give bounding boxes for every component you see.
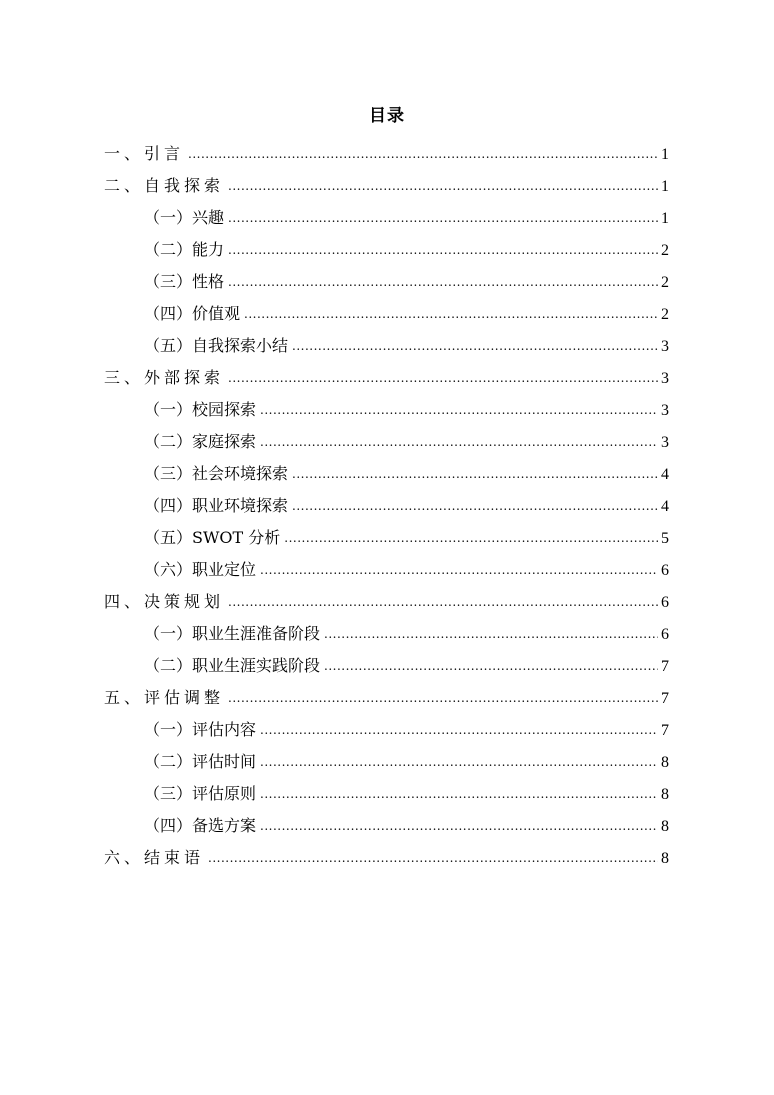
toc-page-number: 7 <box>661 690 669 707</box>
toc-entry-title: （六）职业定位 <box>144 560 257 579</box>
toc-subentry[interactable] <box>144 650 669 682</box>
toc-entry-title: （三）性格 <box>144 272 225 291</box>
toc-page-number: 8 <box>661 754 669 771</box>
toc-entry-title: （二）评估时间 <box>144 752 257 771</box>
page-title: 目录 <box>369 106 405 126</box>
toc-entry-introduction[interactable] <box>104 138 669 170</box>
toc-page-number: 3 <box>661 402 669 419</box>
toc-page-number: 8 <box>661 818 669 835</box>
toc-entry-title: 四、决策规划 <box>104 592 225 611</box>
toc-entry-title: （五）自我探索小结 <box>144 336 289 355</box>
toc-leader-dots <box>188 138 658 170</box>
toc-subentry[interactable] <box>144 234 669 266</box>
toc-page-number: 2 <box>661 274 669 291</box>
toc-page-number: 7 <box>661 722 669 739</box>
toc-subentry[interactable] <box>144 266 669 298</box>
toc-leader-dots <box>228 202 658 234</box>
toc-subentry[interactable] <box>144 490 669 522</box>
toc-page-number: 2 <box>661 306 669 323</box>
toc-leader-dots <box>292 330 658 362</box>
toc-subentry[interactable] <box>144 330 669 362</box>
toc-leader-dots <box>260 554 658 586</box>
toc-entry-title: （三）社会环境探索 <box>144 464 289 483</box>
toc-page-number: 1 <box>661 210 669 227</box>
toc-leader-dots <box>228 586 658 618</box>
toc-leader-dots <box>228 362 658 394</box>
toc-leader-dots <box>228 234 658 266</box>
toc-entry-title: 五、评估调整 <box>104 688 225 707</box>
toc-page-number: 1 <box>661 178 669 195</box>
toc-subentry[interactable] <box>144 714 669 746</box>
toc-entry-title: （三）评估原则 <box>144 784 257 803</box>
toc-entry-external-exploration[interactable] <box>104 362 669 394</box>
toc-leader-dots <box>324 618 658 650</box>
toc-page-number: 6 <box>661 626 669 643</box>
toc-leader-dots <box>244 298 658 330</box>
toc-page-number: 3 <box>661 434 669 451</box>
toc-page-number: 5 <box>661 530 669 547</box>
toc-leader-dots <box>228 682 658 714</box>
toc-leader-dots <box>208 842 658 874</box>
toc-entry-title: 六、结束语 <box>104 848 205 867</box>
toc-entry-title: （二）职业生涯实践阶段 <box>144 656 321 675</box>
toc-page-number: 6 <box>661 562 669 579</box>
toc-subentry[interactable] <box>144 202 669 234</box>
toc-entry-self-exploration[interactable] <box>104 170 669 202</box>
toc-entry-conclusion[interactable] <box>104 842 669 874</box>
toc-entry-title: （四）职业环境探索 <box>144 496 289 515</box>
toc-leader-dots <box>292 490 658 522</box>
toc-page-number: 2 <box>661 242 669 259</box>
toc-leader-dots <box>260 746 658 778</box>
toc-leader-dots <box>260 810 658 842</box>
toc-page-number: 8 <box>661 786 669 803</box>
toc-page-number: 6 <box>661 594 669 611</box>
toc-entry-title: 二、自我探索 <box>104 176 225 195</box>
toc-leader-dots <box>260 778 658 810</box>
toc-subentry[interactable] <box>144 298 669 330</box>
toc-leader-dots <box>260 714 658 746</box>
toc-page-number: 7 <box>661 658 669 675</box>
toc-leader-dots <box>228 170 658 202</box>
toc-entry-title: （一）校园探索 <box>144 400 257 419</box>
toc-entry-evaluation-adjustment[interactable] <box>104 682 669 714</box>
toc-leader-dots <box>324 650 658 682</box>
toc-entry-title: （一）职业生涯准备阶段 <box>144 624 321 643</box>
toc-entry-decision-planning[interactable] <box>104 586 669 618</box>
toc-leader-dots <box>228 266 658 298</box>
toc-subentry[interactable] <box>144 426 669 458</box>
toc-leader-dots <box>284 522 658 554</box>
toc-entry-title: 一、引言 <box>104 144 185 163</box>
toc-page-number: 4 <box>661 498 669 515</box>
toc-subentry[interactable] <box>144 394 669 426</box>
toc-subentry[interactable] <box>144 810 669 842</box>
toc-entry-title: （四）备选方案 <box>144 816 257 835</box>
toc-page-number: 1 <box>661 146 669 163</box>
toc-subentry[interactable] <box>144 618 669 650</box>
toc-entry-title: （一）兴趣 <box>144 208 225 227</box>
toc-leader-dots <box>260 426 658 458</box>
toc-page-number: 3 <box>661 338 669 355</box>
toc-subentry[interactable] <box>144 554 669 586</box>
toc-leader-dots <box>292 458 658 490</box>
toc-subentry[interactable] <box>144 778 669 810</box>
toc-subentry[interactable] <box>144 522 669 554</box>
toc-entry-title: （一）评估内容 <box>144 720 257 739</box>
toc-page-number: 3 <box>661 370 669 387</box>
toc-page-number: 4 <box>661 466 669 483</box>
toc-entry-title: （二）能力 <box>144 240 225 259</box>
toc-entry-title: （五）SWOT 分析 <box>144 528 281 547</box>
toc-subentry[interactable] <box>144 458 669 490</box>
toc-subentry[interactable] <box>144 746 669 778</box>
toc-entry-title: （二）家庭探索 <box>144 432 257 451</box>
toc-entry-title: 三、外部探索 <box>104 368 225 387</box>
toc-leader-dots <box>260 394 658 426</box>
toc-page-number: 8 <box>661 850 669 867</box>
toc-entry-title: （四）价值观 <box>144 304 241 323</box>
